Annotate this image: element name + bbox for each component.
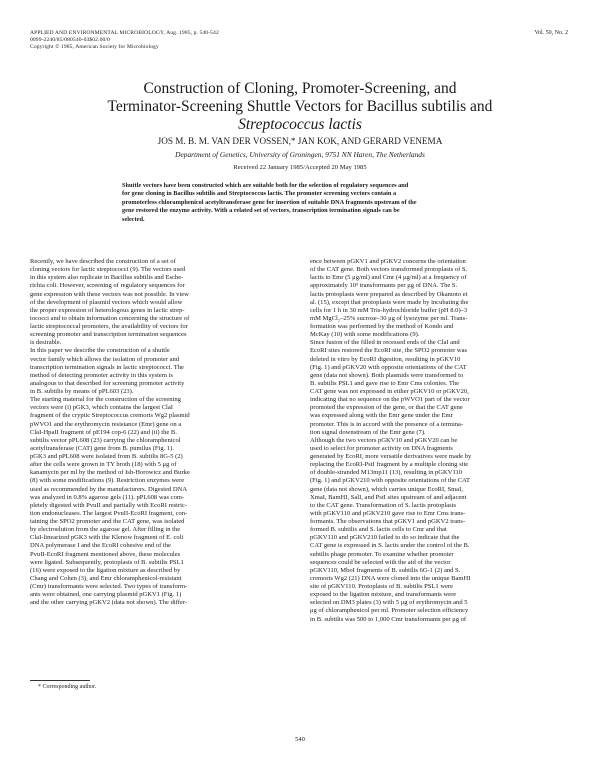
body-line: pWVO1 and the erythromycin resistance (Emr) gene on a [30,420,182,428]
body-line: analogous to that described for screening promoter activity [30,379,185,387]
abstract-line: for gene cloning in Bacillus subtilis and Streptococcus lactis. The promoter screening vectors contain a [122,190,397,198]
body-line: site of pGKV110. Protoplasts of B. subtilis PSL1 were [310,583,454,590]
body-line: acetyltransferase (CAT) gene from B. pumilus (Fig. 1). [30,444,174,452]
body-line: subtilis vector pPL608 (23) carrying the chloramphenicol [30,436,181,444]
body-line: formants. The observations that pGKV1 and pGKV2 trans- [310,518,466,525]
body-line: was expressed along with the Emr gene under the Emr [310,412,453,420]
body-line: McKay (10) with some modifications (9). [310,331,420,339]
body-line: pletely digested with PvuII and partially with EcoRI restric- [30,501,188,509]
body-line: (Fig. 1) and pGKV210 with opposite orientations of the CAT [310,477,471,485]
body-line: generated by EcoRI, more versatile derivatives were made by [310,453,472,460]
abstract-line: promoterless chloramphenicol acetyltransferase gene for insertion of suitable DNA fragments upstream of the [122,198,417,206]
body-line: ence between pGKV1 and pGKV2 concerns the orientation [310,258,466,265]
abstract-line: gene restored the enzyme activity. With a related set of vectors, transcription termination signals can be [122,207,400,215]
body-line: sequences could be selected with the aid of the vector [310,558,451,566]
body-line: taining the SPO2 promoter and the CAT gene, was isolated [30,518,185,525]
body-line: tion endonucleases. The largest PvuII-EcoRI fragment, con- [30,509,188,517]
body-line: pGKV110, MboI fragments of B. subtilis 6G-1 (2) and S. [310,566,461,574]
body-line: cloning vectors for lactic streptococci (9). The vectors used [30,266,186,274]
title-line: Streptococcus lactis [238,116,362,133]
body-line: subtilis phage promoter. To examine whether promoter [310,550,454,558]
body-line: Recently, we have described the construction of a set of [30,258,176,265]
footnote-divider [30,680,90,681]
body-line: Chang and Cohen (3), and Emr chloramphenicol-resistant [30,574,182,582]
body-line: to the CAT gene. Transformation of S. lactis protoplasts [310,501,457,509]
body-line: gene expression with these vectors was not possible. In view [30,290,189,298]
body-line: EcoRI sites restored the EcoRI site, the SPO2 promoter was [310,347,468,355]
body-line: formed B. subtilis and S. lactis cells to Cmr and that [310,526,447,534]
body-line: lactis to Emr (5 μg/ml) and Cmr (4 μg/ml) at a frequency of [310,274,467,282]
body-line: deleted in vitro by EcoRI digestion, resulting in pGKV10 [310,355,461,363]
body-line: fragment of the cryptic Streptococcus cremoris Wg2 plasmid [30,412,190,420]
body-line: richia coli. However, screening of regulatory sequences for [30,282,185,290]
body-line: CAT gene is expressed in S. lactis under the control of the B. [310,542,470,550]
journal-line: APPLIED AND ENVIRONMENTAL MICROBIOLOGY, Aug. 1985, p. 540-542 [30,30,219,36]
body-line: lactic streptococcal promoters, the availability of vectors for [30,323,188,330]
body-line: used to select for promoter activity on DNA fragments [310,444,453,452]
body-line: PvuII-EcoRI fragment mentioned above, these molecules [30,550,181,558]
body-line: pGK3 and pPL608 were isolated from B. subtilis 8G-5 (2) [30,453,183,460]
abstract-line: Shuttle vectors have been constructed which are suitable both for the selection of regulatory sequences and [122,182,409,189]
body-line: formation was performed by the method of Kondo and [310,323,454,330]
body-line: selected on DM3 plates (3) with 5 μg of erythromycin and 5 [310,599,468,607]
body-line: method of detecting promoter activity in this system is [30,371,173,379]
body-line: The starting material for the construction of the screening [30,396,181,404]
body-line: and the other carrying pGKV2 (data not shown). The differ- [30,599,188,607]
body-line: (Cmr) transformants were selected. Two types of transform- [30,583,188,590]
body-line: of the CAT gene. Both vectors transformed protoplasts of S. [310,266,468,274]
body-line: of double-stranded M13mp11 (13), resulting in pGKV110 [310,469,463,477]
body-line: by electroelution from the agarose gel. After filling in the [30,526,181,534]
body-line: al. (15), except that protoplasts were made by incubating the [310,298,469,306]
page-number: 540 [295,736,305,743]
journal-line: Copyright © 1985, American Society for Microbiology [30,44,159,51]
body-line: with pGKV110 and pGKV210 gave rise to Emr Cms trans- [310,509,466,517]
body-line: cells for 1 h in 30 mM Tris-hydrochloride buffer (pH 8.0)–3 [310,306,468,314]
body-line: promoter. This is in accord with the presence of a termina- [310,420,464,428]
body-line: the proper expression of heterologous genes in lactic strep- [30,306,185,314]
body-line: screening promoter and transcription termination sequences [30,331,187,339]
body-line: were ligated. Subsequently, protoplasts of B. subtilis PSL1 [30,558,184,566]
body-line: gene (data not shown), which carries unique EcoRI, SmaI, [310,485,463,493]
body-line: is desirable. [30,339,62,347]
body-line: pGKV110 and pGKV210 failed to do so indicate that the [310,534,460,542]
footnote: * Corresponding author. [38,684,97,690]
body-line: transcription termination signals in lactic streptococci. The [30,363,184,371]
body-line: ClaI-HpaII fragment of pE194 cop-6 (22) and (ii) the B. [30,428,177,436]
body-line: XmaI, BamHI, SalI, and PstI sites upstream of and adjacent [310,493,467,501]
affiliation: Department of Genetics, University of Groningen, 9751 NN Haren, The Netherlands [175,150,425,159]
body-line: tococci and to obtain information concerning the structure of [30,314,190,322]
body-line: (16) were exposed to the ligation mixture as described by [30,566,181,574]
abstract-line: selected. [122,215,145,223]
body-line: in B. subtilis by means of pPL603 (23). [30,388,134,395]
body-line: replacing the EcoRI-PstI fragment by a multiple cloning site [310,461,469,469]
body-line: B. subtilis PSL1 and gave rise to Emr Cms colonies. The [310,379,459,387]
body-line: (8) with some modifications (9). Restriction enzymes were [30,477,185,485]
body-line: mM MgCl₂–25% sucrose–30 μg of lysozyme per ml. Trans- [310,314,468,322]
body-line: CAT gene was not expressed in either pGKV10 or pGKV20, [310,388,469,395]
body-line: of the development of plasmid vectors which would allow [30,298,183,306]
body-line: gene (data not shown). Both plasmids were transformed to [310,371,464,379]
body-line: DNA polymerase I and the EcoRI cohesive end of the [30,542,171,550]
authors: JOS M. B. M. VAN DER VOSSEN,* JAN KOK, AND GERARD VENEMA [157,136,443,146]
body-line: (Fig. 1) and pGKV20 with opposite orientations of the CAT [310,363,467,371]
body-line: Although the two vectors pGKV10 and pGKV20 can be [310,436,458,444]
body-line: promoted the expression of the gene, or that the CAT gene [310,404,463,412]
journal-line: 0099-2240/85/080540-03$02.00/0 [30,37,110,44]
body-column-left [30,258,290,607]
title-line: Terminator-Screening Shuttle Vectors for Bacillus subtilis and [107,98,493,115]
received-date: Received 22 January 1985/Accepted 20 May 1985 [233,164,367,171]
journal-header [30,30,219,52]
body-line: was analyzed in 0.8% agarose gels (11). pPL608 was com- [30,493,185,501]
abstract [122,182,478,224]
title-line: Construction of Cloning, Promoter-Screening, and [143,80,457,97]
body-line: ClaI-linearized pGK3 with the Klenow fragment of E. coli [30,534,184,542]
body-line: vector family which allows the isolation of promoter and [30,355,180,363]
body-line: in this system also replicate in Bacillus subtilis and Esche- [30,274,184,282]
body-line: indicating that no sequence on the pWVO1 part of the vector [310,396,470,404]
body-line: after the cells were grown in TY broth (18) with 5 μg of [30,461,177,469]
volume-label: Vol. 50, No. 2 [534,30,568,36]
body-line: vectors were (i) pGK3, which contains the largest ClaI [30,404,173,412]
article-title [40,80,560,134]
body-line: Since fusion of the filled in recessed ends of the ClaI and [310,339,460,347]
body-line: in B. subtilis was 500 to 1,000 Cmr transformants per μg of [310,615,467,623]
body-line: lactis protoplasts were prepared as described by Okamoto et [310,290,468,298]
body-line: In this paper we describe the construction of a shuttle [30,347,170,355]
body-line: μg of chloramphenicol per ml. Promoter selection efficiency [310,607,469,615]
body-line: tion signal downstream of the Emr gene (7). [310,428,426,436]
body-line: used as recommended by the manufacturers. Digested DNA [30,485,188,493]
body-line: cremoris Wg2 (21) DNA were cloned into the unique BamHI [310,574,471,582]
body-line: exposed to the ligation mixture, and transformants were [310,591,457,599]
body-line: ants were obtained, one carrying plasmid pGKV1 (Fig. 1) [30,591,182,599]
body-line: kanamycin per ml by the method of Ish-Horowicz and Burke [30,469,190,477]
body-column-right [310,258,570,624]
body-line: approximately 10³ transformants per μg of DNA. The S. [310,282,458,290]
